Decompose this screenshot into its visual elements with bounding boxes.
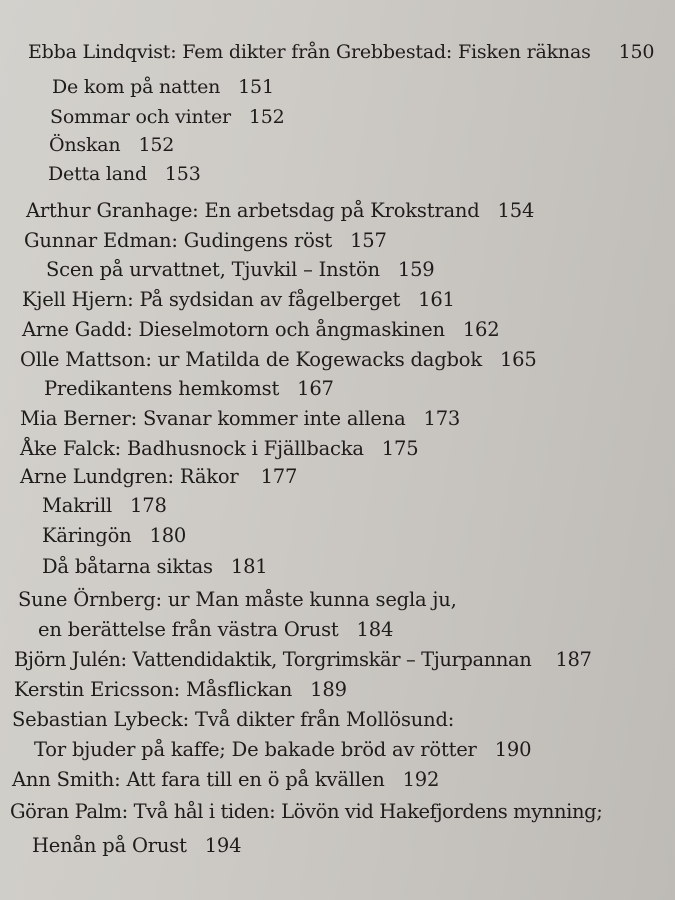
toc-entry xyxy=(12,708,454,732)
toc-entry xyxy=(52,75,274,99)
toc-entry-title: Mia Berner: Svanar kommer inte allena xyxy=(20,407,406,430)
toc-entry-title: Arthur Granhage: En arbetsdag på Krokstrand xyxy=(26,199,480,222)
toc-entry xyxy=(22,288,455,312)
toc-entry xyxy=(14,678,347,702)
toc-entry-title: Då båtarna siktas xyxy=(42,555,213,578)
toc-entry-title: Makrill xyxy=(42,494,113,517)
toc-entry xyxy=(26,199,534,223)
toc-entry-title: Olle Mattson: ur Matilda de Kogewacks dagbok xyxy=(20,348,482,371)
toc-entry xyxy=(20,348,537,372)
toc-entry xyxy=(20,407,460,431)
toc-entry xyxy=(12,768,439,792)
toc-entry-page: 177 xyxy=(260,465,298,488)
toc-entry-page: 167 xyxy=(297,377,334,400)
toc-entry xyxy=(20,465,297,489)
toc-entry-page: 181 xyxy=(230,555,268,578)
toc-entry-title: Björn Julén: Vattendidaktik, Torgrimskär – Tjurpannan xyxy=(14,648,532,671)
toc-entry-page: 162 xyxy=(462,318,500,341)
toc-entry xyxy=(48,162,201,186)
toc-entry-page: 178 xyxy=(130,494,167,517)
toc-entry-title: en berättelse från västra Orust xyxy=(38,618,339,641)
toc-entry xyxy=(44,377,334,401)
toc-entry-page: 175 xyxy=(381,437,419,460)
toc-entry xyxy=(10,800,602,824)
toc-entry xyxy=(46,258,435,282)
toc-entry xyxy=(42,494,167,518)
toc-entry xyxy=(14,648,591,672)
toc-entry-page: 159 xyxy=(397,258,435,281)
toc-entry-title: Sebastian Lybeck: Två dikter från Mollösund: xyxy=(12,708,455,731)
toc-entry-page: 173 xyxy=(423,407,461,430)
toc-entry-page: 151 xyxy=(238,76,274,98)
toc-entry xyxy=(20,437,418,461)
toc-entry xyxy=(24,229,387,253)
toc-entry-title: Arne Gadd: Dieselmotorn och ångmaskinen xyxy=(22,318,445,341)
toc-entry-page: 157 xyxy=(350,229,387,252)
toc-entry xyxy=(22,318,499,342)
toc-entry-title: Ann Smith: Att fara till en ö på kvällen xyxy=(12,768,385,791)
toc-entry xyxy=(49,133,174,157)
toc-entry-title: Tor bjuder på kaffe; De bakade bröd av rötter xyxy=(34,738,477,761)
toc-entry-page: 190 xyxy=(494,738,532,761)
toc-entry-title: Detta land xyxy=(48,163,147,185)
toc-entry-title: Ebba Lindqvist: Fem dikter från Grebbestad: Fisken räknas xyxy=(28,41,591,63)
toc-entry-page: 180 xyxy=(149,524,187,547)
toc-entry-page: 154 xyxy=(497,199,535,222)
toc-entry-page: 192 xyxy=(402,768,440,791)
toc-entry xyxy=(18,588,457,612)
toc-entry-page: 152 xyxy=(248,106,285,128)
toc-entry-page: 194 xyxy=(204,834,242,857)
toc-entry-title: Åke Falck: Badhusnock i Fjällbacka xyxy=(20,437,364,460)
toc-entry-title: Sommar och vinter xyxy=(50,106,231,128)
toc-entry-title: Predikantens hemkomst xyxy=(44,377,280,400)
toc-entry xyxy=(42,555,268,579)
toc-entry xyxy=(42,524,186,548)
toc-entry-page: 153 xyxy=(164,163,201,185)
toc-entry-title: Henån på Orust xyxy=(32,834,187,857)
toc-entry-title: Kerstin Ericsson: Måsflickan xyxy=(14,678,293,701)
toc-entry xyxy=(34,738,531,762)
toc-entry-title: Kjell Hjern: På sydsidan av fågelberget xyxy=(22,288,401,311)
toc-entry xyxy=(50,105,285,129)
toc-entry-title: Käringön xyxy=(42,524,132,547)
toc-entry-page: 165 xyxy=(499,348,537,371)
toc-entry-title: Sune Örnberg: ur Man måste kunna segla ju, xyxy=(18,588,457,611)
toc-entry-page: 161 xyxy=(418,288,455,311)
toc-entry-title: Arne Lundgren: Räkor xyxy=(20,465,239,488)
toc-entry-title: De kom på natten xyxy=(52,76,221,98)
toc-entry xyxy=(38,618,393,642)
toc-entry xyxy=(32,834,241,858)
toc-entry-title: Gunnar Edman: Gudingens röst xyxy=(24,229,333,252)
toc-entry-page: 187 xyxy=(555,648,592,671)
toc-entry-page: 189 xyxy=(310,678,347,701)
toc-entry-title: Scen på urvattnet, Tjuvkil – Instön xyxy=(46,258,380,281)
toc-entry xyxy=(28,40,654,64)
toc-entry-page: 184 xyxy=(356,618,394,641)
toc-entry-title: Önskan xyxy=(49,134,121,156)
toc-entry-title: Göran Palm: Två hål i tiden: Lövön vid Hakefjordens mynning; xyxy=(10,800,603,823)
toc-entry-page: 152 xyxy=(138,134,175,156)
toc-entry-page: 150 xyxy=(618,41,655,63)
